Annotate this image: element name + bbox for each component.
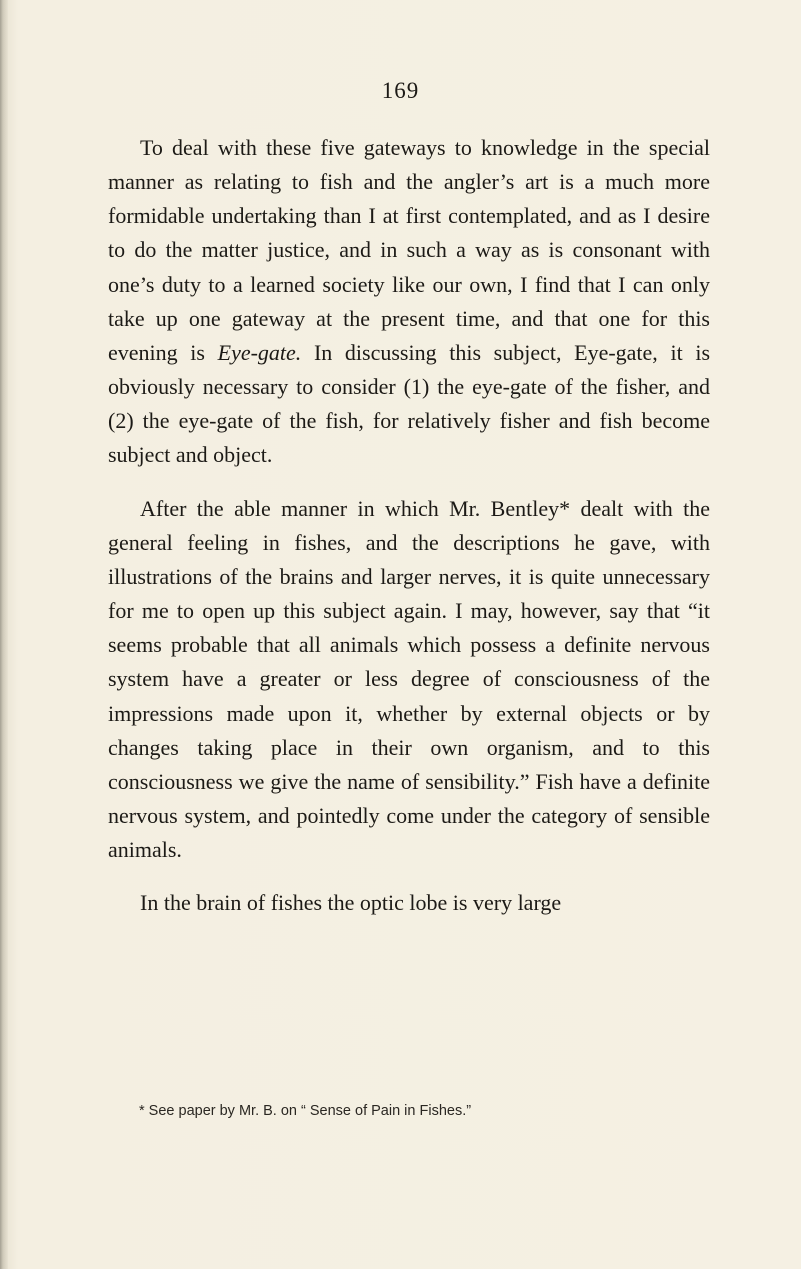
paragraph-1-text-after: In discussing this subject, Eye-gate, it is obviously necessary to consider (1) the eye-gate of the fisher, and (2) the eye-gate of the fish, for relatively fisher and fish become subject and object. bbox=[108, 339, 711, 468]
body-text bbox=[108, 131, 710, 939]
footnote: * See paper by Mr. B. on “ Sense of Pain in Fishes.” bbox=[139, 1103, 472, 1119]
eye-gate-emphasis: Eye-gate. bbox=[217, 339, 302, 365]
paragraph-2: After the able manner in which Mr. Bentley* dealt with the general feeling in fishes, and the descriptions he gave, with illustrations of the brains and larger nerves, it is quite unnecessary for me to open up this subject again. I may, however, say that “it seems probable that all animals which possess a definite nervous system have a greater or less degree of consciousness of the impressions made upon it, whether by external objects or by changes taking place in their own organism, and to this consciousness we give the name of sensibility.” Fish have a definite nervous system, and pointedly come under the category of sensible animals. bbox=[108, 495, 710, 863]
page-number: 169 bbox=[381, 78, 420, 103]
paragraph-1 bbox=[108, 131, 710, 473]
paragraph-3: In the brain of fishes the optic lobe is very large bbox=[140, 890, 562, 916]
paragraph-1-text-before: To deal with these five gateways to knowledge in the special manner as relating to fish and the angler’s art is a much more formidable undertaking than I at first contemplated, and as I desire to do the matter justice, and in such a way as is consonant with one’s duty to a learned society like our own, I find that I can only take up one gateway at the present time, and that one for this evening is bbox=[108, 135, 710, 365]
page-binding-edge bbox=[0, 0, 8, 1269]
